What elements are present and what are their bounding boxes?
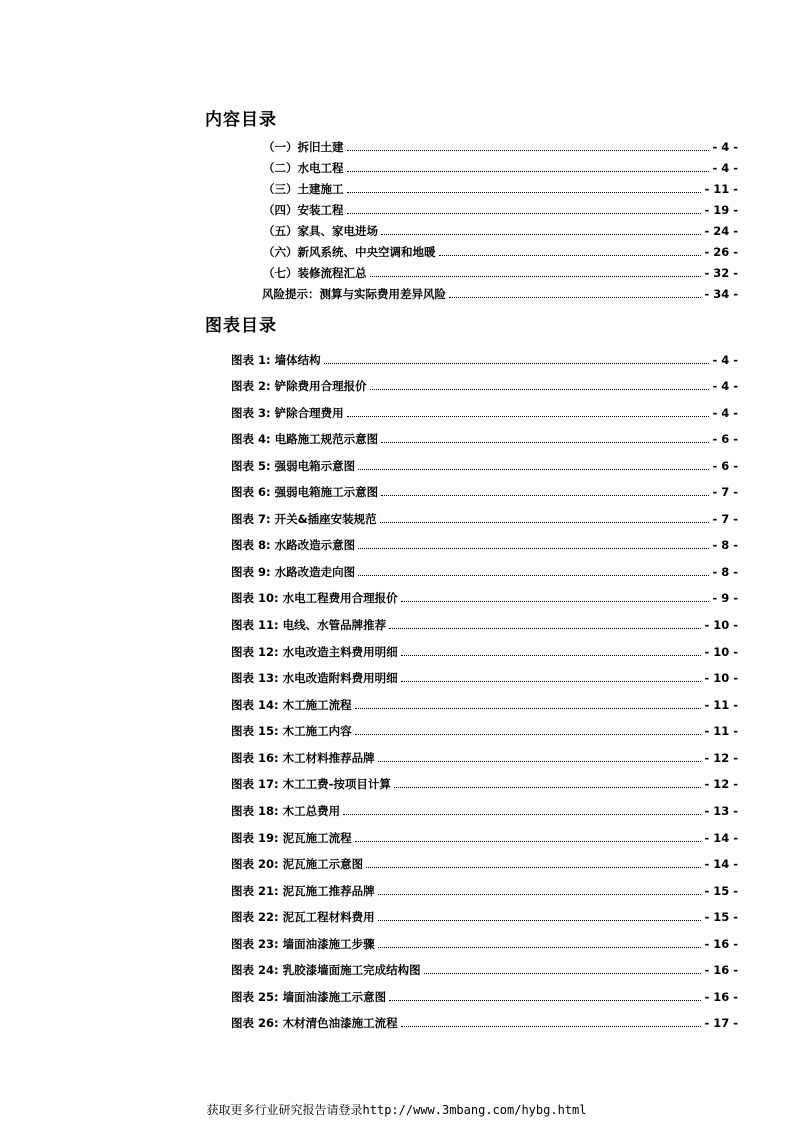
figure-entry-23[interactable] [231, 937, 738, 951]
dot-leader [355, 707, 702, 709]
figure-entry-label: 图表 25: 墙面油漆施工示意图 [231, 990, 387, 1004]
figure-entry-page: - 6 - [712, 432, 738, 446]
figure-entry-label: 图表 19: 泥瓦施工流程 [231, 831, 352, 845]
figures-heading: 图表目录 [205, 316, 277, 336]
dot-leader [358, 468, 709, 470]
figure-entry-page: - 15 - [704, 884, 738, 898]
figure-entry-14[interactable] [231, 698, 738, 712]
figure-entry-label: 图表 17: 木工工费-按项目计算 [231, 777, 391, 791]
dot-leader [324, 362, 710, 364]
figure-entry-18[interactable] [231, 804, 738, 818]
figure-entry-label: 图表 1: 墙体结构 [231, 353, 321, 367]
dot-leader [378, 946, 702, 948]
figure-entry-11[interactable] [231, 618, 738, 632]
figure-entry-label: 图表 2: 铲除费用合理报价 [231, 379, 367, 393]
toc-entry-risk[interactable] [262, 287, 738, 301]
dot-leader [358, 574, 709, 576]
dot-leader [347, 212, 702, 214]
figure-entry-page: - 10 - [704, 645, 738, 659]
figure-entry-page: - 14 - [704, 857, 738, 871]
figure-entry-label: 图表 11: 电线、水管品牌推荐 [231, 618, 387, 632]
figure-entry-2[interactable] [231, 379, 738, 393]
figure-entry-page: - 16 - [704, 990, 738, 1004]
figure-entry-12[interactable] [231, 645, 738, 659]
figure-entry-16[interactable] [231, 751, 738, 765]
figure-entry-page: - 15 - [704, 910, 738, 924]
toc-entry-page: - 34 - [704, 287, 738, 301]
figure-entry-label: 图表 21: 泥瓦施工推荐品牌 [231, 884, 375, 898]
figure-entry-page: - 17 - [704, 1016, 738, 1030]
figure-entry-21[interactable] [231, 884, 738, 898]
dot-leader [439, 254, 702, 256]
figure-entry-17[interactable] [231, 777, 738, 791]
figure-entry-label: 图表 4: 电路施工规范示意图 [231, 432, 379, 446]
toc-entry-page: - 11 - [704, 182, 738, 196]
figure-entry-25[interactable] [231, 990, 738, 1004]
figure-entry-page: - 14 - [704, 831, 738, 845]
figure-entry-label: 图表 8: 水路改造示意图 [231, 538, 356, 552]
dot-leader [366, 866, 701, 868]
toc-entry-page: - 4 - [712, 140, 738, 154]
dot-leader [347, 170, 710, 172]
toc-entry-label: 风险提示：测算与实际费用差异风险 [262, 287, 446, 301]
figure-entry-15[interactable] [231, 724, 738, 738]
figure-entry-label: 图表 13: 水电改造附料费用明细 [231, 671, 398, 685]
figure-entry-page: - 7 - [712, 512, 738, 526]
dot-leader [381, 494, 709, 496]
toc-entry-section-5[interactable] [263, 224, 738, 238]
figure-entry-label: 图表 24: 乳胶漆墙面施工完成结构图 [231, 963, 421, 977]
toc-entry-section-1[interactable] [263, 140, 738, 154]
figure-entry-9[interactable] [231, 565, 738, 579]
figure-entry-label: 图表 14: 木工施工流程 [231, 698, 352, 712]
figure-entry-page: - 8 - [712, 538, 738, 552]
toc-entry-section-6[interactable] [263, 245, 738, 259]
dot-leader [358, 547, 709, 549]
figure-entry-5[interactable] [231, 459, 738, 473]
dot-leader [401, 680, 702, 682]
figure-entry-label: 图表 7: 开关&插座安装规范 [231, 512, 377, 526]
figure-entry-8[interactable] [231, 538, 738, 552]
figure-entry-19[interactable] [231, 831, 738, 845]
figure-entry-page: - 16 - [704, 963, 738, 977]
figure-entry-page: - 13 - [704, 804, 738, 818]
dot-leader [389, 627, 701, 629]
figure-entry-6[interactable] [231, 485, 738, 499]
figure-entry-page: - 4 - [712, 406, 738, 420]
figure-entry-20[interactable] [231, 857, 738, 871]
figure-entry-label: 图表 3: 铲除合理费用 [231, 406, 344, 420]
figure-entry-4[interactable] [231, 432, 738, 446]
dot-leader [355, 733, 702, 735]
dot-leader [381, 233, 701, 235]
dot-leader [424, 972, 702, 974]
figure-entry-24[interactable] [231, 963, 738, 977]
dot-leader [378, 893, 702, 895]
figure-entry-label: 图表 22: 泥瓦工程材料费用 [231, 910, 375, 924]
toc-entry-page: - 24 - [704, 224, 738, 238]
toc-entry-label: （一）拆旧土建 [263, 140, 344, 154]
dot-leader [378, 919, 702, 921]
figure-entry-22[interactable] [231, 910, 738, 924]
toc-entry-label: （四）安装工程 [263, 203, 344, 217]
toc-entry-page: - 32 - [704, 266, 738, 280]
figure-entry-1[interactable] [231, 353, 738, 367]
dot-leader [381, 441, 709, 443]
figure-entry-13[interactable] [231, 671, 738, 685]
toc-entry-section-3[interactable] [263, 182, 738, 196]
dot-leader [355, 840, 702, 842]
dot-leader [347, 191, 702, 193]
toc-entry-section-2[interactable] [263, 161, 738, 175]
toc-entry-label: （三）土建施工 [263, 182, 344, 196]
toc-entry-label: （二）水电工程 [263, 161, 344, 175]
toc-entry-label: （七）装修流程汇总 [263, 266, 367, 280]
figure-entry-3[interactable] [231, 406, 738, 420]
dot-leader [378, 760, 702, 762]
figure-entry-page: - 10 - [704, 671, 738, 685]
toc-entry-page: - 26 - [704, 245, 738, 259]
toc-entry-page: - 19 - [704, 203, 738, 217]
dot-leader [347, 415, 710, 417]
figure-entry-page: - 11 - [704, 724, 738, 738]
figure-entry-page: - 16 - [704, 937, 738, 951]
figure-entry-page: - 12 - [704, 751, 738, 765]
toc-entry-section-7[interactable] [263, 266, 738, 280]
dot-leader [389, 999, 701, 1001]
footer-link[interactable]: 获取更多行业研究报告请登录http://www.3mbang.com/hybg.html [206, 1103, 587, 1117]
figure-entry-label: 图表 5: 强弱电箱示意图 [231, 459, 356, 473]
dot-leader [401, 600, 710, 602]
figure-entry-10[interactable] [231, 591, 738, 605]
figure-entry-label: 图表 12: 水电改造主料费用明细 [231, 645, 398, 659]
figure-entry-page: - 4 - [712, 353, 738, 367]
toc-entry-section-4[interactable] [263, 203, 738, 217]
dot-leader [380, 521, 710, 523]
dot-leader [343, 813, 701, 815]
figure-entry-label: 图表 23: 墙面油漆施工步骤 [231, 937, 375, 951]
figure-entry-label: 图表 10: 水电工程费用合理报价 [231, 591, 398, 605]
figure-entry-label: 图表 9: 水路改造走向图 [231, 565, 356, 579]
figure-entry-page: - 4 - [712, 379, 738, 393]
figure-entry-page: - 8 - [712, 565, 738, 579]
figure-entry-7[interactable] [231, 512, 738, 526]
toc-entry-label: （五）家具、家电进场 [263, 224, 378, 238]
toc-entry-label: （六）新风系统、中央空调和地暖 [263, 245, 436, 259]
figure-entry-label: 图表 18: 木工总费用 [231, 804, 341, 818]
figure-entry-label: 图表 16: 木工材料推荐品牌 [231, 751, 375, 765]
figure-entry-page: - 11 - [704, 698, 738, 712]
dot-leader [401, 1025, 702, 1027]
figure-entry-page: - 9 - [712, 591, 738, 605]
dot-leader [394, 786, 702, 788]
figure-entry-label: 图表 6: 强弱电箱施工示意图 [231, 485, 379, 499]
figure-entry-page: - 7 - [712, 485, 738, 499]
toc-entry-page: - 4 - [712, 161, 738, 175]
figure-entry-label: 图表 20: 泥瓦施工示意图 [231, 857, 364, 871]
dot-leader [370, 388, 710, 390]
figure-entry-page: - 10 - [704, 618, 738, 632]
dot-leader [449, 296, 701, 298]
figure-entry-label: 图表 15: 木工施工内容 [231, 724, 352, 738]
figure-entry-page: - 12 - [704, 777, 738, 791]
figure-entry-26[interactable] [231, 1016, 738, 1030]
dot-leader [347, 149, 710, 151]
contents-heading: 内容目录 [205, 110, 277, 130]
dot-leader [401, 654, 702, 656]
figure-entry-page: - 6 - [712, 459, 738, 473]
dot-leader [370, 275, 702, 277]
figure-entry-label: 图表 26: 木材清色油漆施工流程 [231, 1016, 398, 1030]
